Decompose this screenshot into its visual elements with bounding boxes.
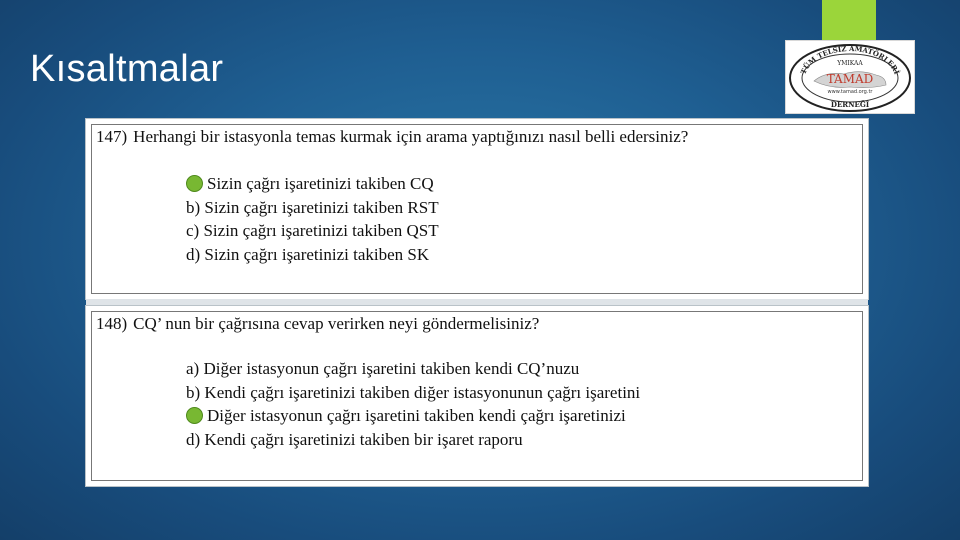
option-letter: b) [186,382,201,402]
answer-options [186,357,640,451]
card-separator [86,299,868,306]
option-text: Sizin çağrı işaretinizi takiben CQ [207,174,434,193]
logo-url: www.tamad.org.tr [827,89,873,95]
logo-footer: DERNEĞİ [830,100,870,109]
option-text: Sizin çağrı işaretinizi takiben QST [203,221,439,240]
question-body: Herhangi bir istasyonla temas kurmak için arama yaptığınızı nasıl belli edersiniz? [133,127,689,146]
answer-options [186,172,439,266]
question-text [96,314,539,334]
answer-option-c[interactable] [186,404,640,428]
option-text: Kendi çağrı işaretinizi takiben diğer istasyonunun çağrı işaretini [204,382,641,402]
answer-option-c[interactable] [186,219,439,243]
answer-option-b[interactable] [186,381,640,405]
option-letter: c) [186,221,200,240]
option-text: Kendi çağrı işaretinizi takiben bir işaret raporu [204,429,523,449]
option-letter: d) [186,244,201,264]
option-letter: d) [186,429,201,449]
question-body: CQ’ nun bir çağrısına cevap verirken neyi göndermelisiniz? [133,314,540,333]
slide-title: Kısaltmalar [30,48,224,90]
answer-option-b[interactable] [186,196,439,220]
logo-abbrev: YMIKAA [837,60,863,67]
question-card-148 [86,306,868,486]
correct-answer-marker [186,407,203,424]
question-card-147 [86,119,868,299]
option-letter: a) [186,359,200,378]
option-letter: b) [186,197,201,217]
question-number: 147) [96,127,128,146]
answer-option-d[interactable] [186,243,439,267]
option-text: Diğer istasyonun çağrı işaretini takiben kendi çağrı işaretinizi [207,406,626,425]
accent-bar [822,0,876,44]
question-text [96,127,688,147]
logo-name: TAMAD [826,72,874,86]
answer-option-a[interactable] [186,172,439,196]
question-number: 148) [96,314,128,333]
answer-option-d[interactable] [186,428,640,452]
option-text: Sizin çağrı işaretinizi takiben SK [204,244,430,264]
correct-answer-marker [186,175,203,192]
option-text: Sizin çağrı işaretinizi takiben RST [204,197,439,217]
answer-option-a[interactable] [186,357,640,381]
option-text: Diğer istasyonun çağrı işaretini takiben kendi CQ’nuzu [203,359,580,378]
tamad-logo [785,40,915,114]
logo-arc-text: TÜM TELSİZ AMATÖRLERİ [798,43,902,76]
